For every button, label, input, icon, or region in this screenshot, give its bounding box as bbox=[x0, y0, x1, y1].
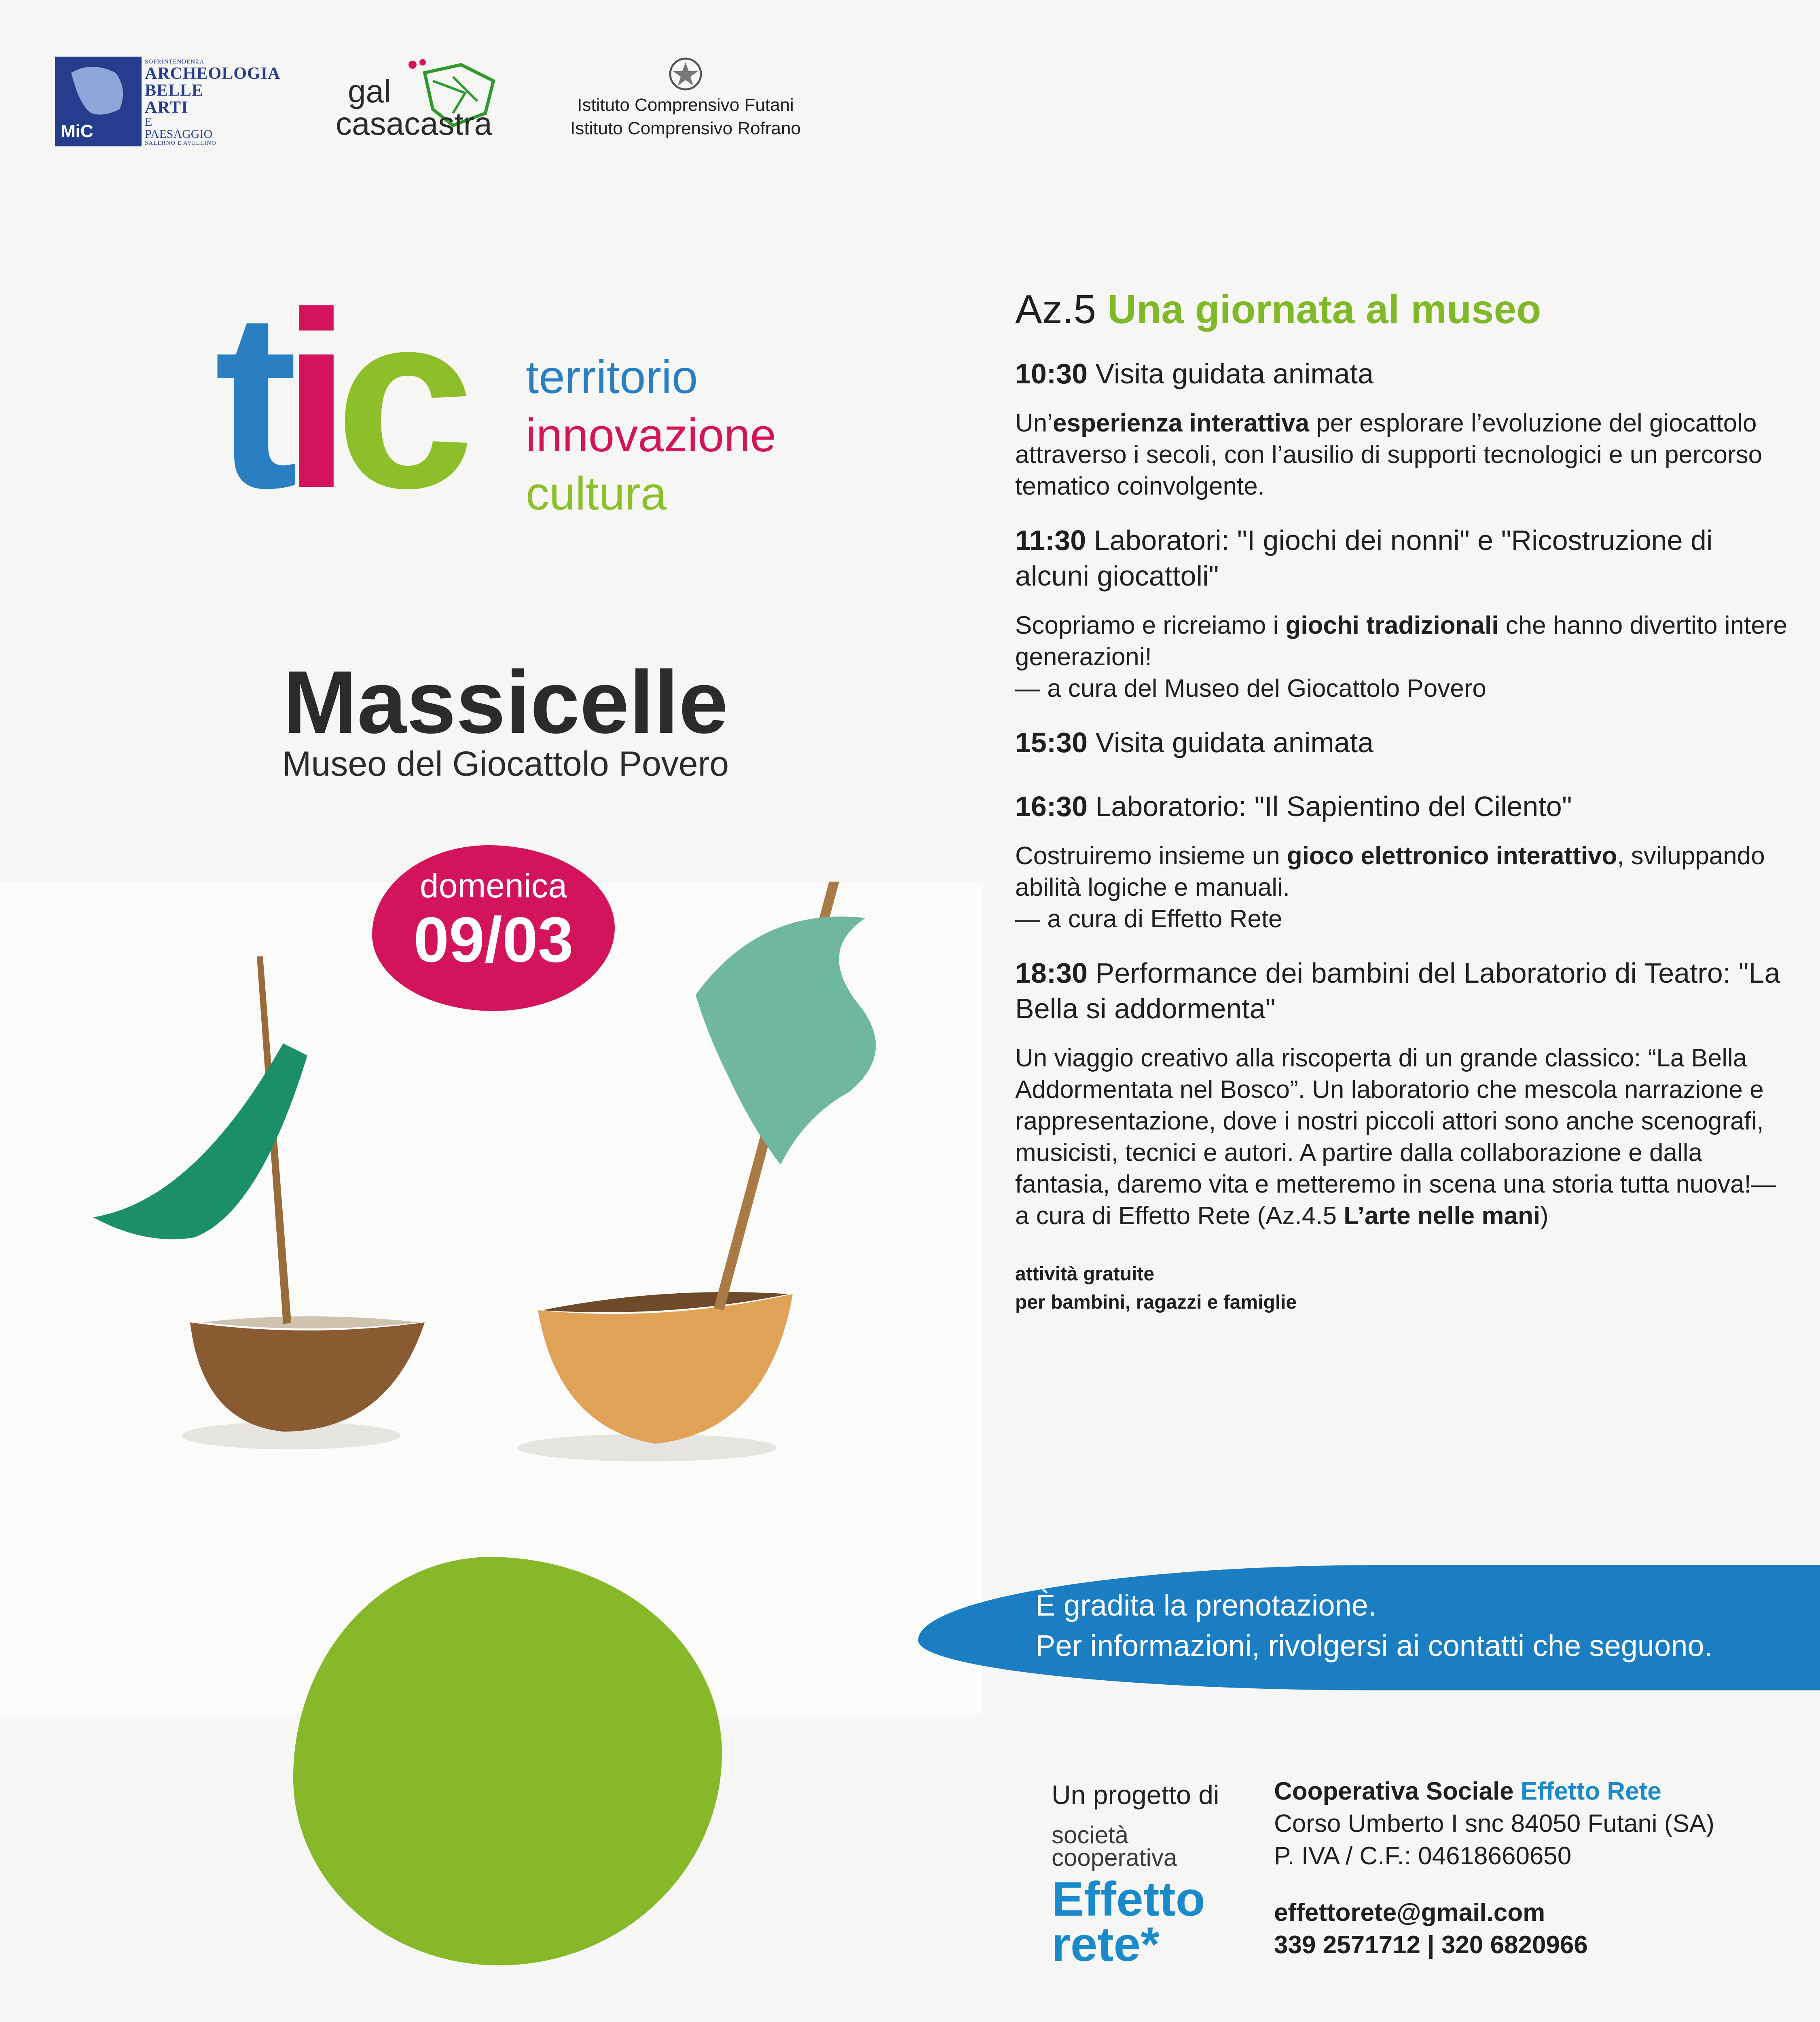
republic-emblem-icon bbox=[668, 57, 703, 91]
place-subtitle: Museo del Giocattolo Povero bbox=[282, 745, 729, 783]
program-title: Una giornata al museo bbox=[1107, 287, 1541, 332]
green-blob bbox=[293, 1557, 722, 1965]
mic-l4: SALERNO E AVELLINO bbox=[145, 140, 216, 146]
date-value: 09/03 bbox=[413, 904, 574, 975]
mic-emblem-icon bbox=[55, 57, 142, 146]
brand-line: rete* bbox=[1052, 1917, 1160, 1971]
mic-logo bbox=[55, 57, 281, 146]
program-heading bbox=[1015, 283, 1792, 336]
desc-bold: esperienza interattiva bbox=[1053, 409, 1310, 437]
item-description bbox=[1015, 610, 1792, 704]
mic-l1: ARCHEOLOGIA bbox=[145, 64, 281, 83]
brand-line: Effetto bbox=[1052, 1872, 1205, 1926]
item-time: 16:30 bbox=[1015, 791, 1088, 822]
date-badge bbox=[372, 845, 615, 1011]
tic-letter-i: i bbox=[281, 260, 335, 540]
program-prefix: Az.5 bbox=[1015, 287, 1096, 332]
desc-part: Un viaggio creativo alla riscoperta di un grande classico: “La Bella Addormentata nel Bosco”. Un laboratorio che mescola narrazione e rappresentazione, dove i nostri piccoli attori sono anche scenografi, musicisti, tecnici e autori. A partire dalla collaborazione e dalla fantasia, daremo vita e metteremo in scena una storia tutta nuova!— a cura di Effetto Rete (Az.4.5 bbox=[1015, 1044, 1776, 1230]
coop-type-line: società bbox=[1052, 1821, 1129, 1849]
desc-part: Scopriamo e ricreiamo i bbox=[1015, 611, 1286, 639]
tagline-cultura: cultura bbox=[526, 467, 667, 520]
tic-letter-t: t bbox=[214, 260, 282, 540]
item-time: 10:30 bbox=[1015, 358, 1088, 389]
desc-part: che hanno divertito intere generazioni! bbox=[1015, 611, 1787, 671]
desc-part: per esplorare l’evoluzione del giocattolo attraverso i secoli, con l’ausilio di supporti tecnologici e un percorso tematico coinvolgente. bbox=[1015, 409, 1763, 500]
date-day: domenica bbox=[419, 867, 567, 905]
coop-piva: P. IVA / C.F.: 04618660650 bbox=[1274, 1842, 1572, 1870]
item-title: Visita guidata animata bbox=[1095, 358, 1373, 389]
place-title: Massicelle bbox=[283, 652, 728, 752]
free-note bbox=[1015, 1260, 1792, 1317]
desc-part: Un’ bbox=[1015, 409, 1053, 437]
gal-logo bbox=[332, 57, 502, 150]
program bbox=[1015, 283, 1792, 1317]
mic-small: SOPRINTENDENZA bbox=[145, 59, 205, 65]
effetto-rete-logo bbox=[1052, 1872, 1205, 1971]
program-item bbox=[1015, 789, 1792, 824]
project-label: Un progetto di bbox=[1052, 1780, 1219, 1810]
booking-line: È gradita la prenotazione. bbox=[1035, 1588, 1377, 1622]
coop-name-a: Cooperativa Sociale bbox=[1274, 1777, 1521, 1805]
gal-word: gal bbox=[348, 73, 391, 109]
item-time: 11:30 bbox=[1015, 525, 1086, 556]
booking-line: Per informazioni, rivolgersi ai contatti che seguono. bbox=[1035, 1629, 1713, 1662]
item-time: 18:30 bbox=[1015, 957, 1088, 989]
coop-name bbox=[1274, 1775, 1714, 1808]
item-time: 15:30 bbox=[1015, 727, 1088, 758]
desc-bold: gioco elettronico interattivo bbox=[1287, 842, 1617, 870]
mic-text bbox=[145, 59, 281, 146]
mic-l3: E PAESAGGIO bbox=[145, 115, 213, 141]
coop-phones[interactable]: 339 2571712 | 320 6820966 bbox=[1274, 1931, 1588, 1959]
casacastra-word: casacastra bbox=[336, 106, 492, 142]
desc-bold: L’arte nelle mani bbox=[1344, 1202, 1541, 1230]
item-description bbox=[1015, 840, 1792, 935]
item-title: Laboratori: "I giochi dei nonni" e "Ricostruzione di alcuni giocattoli" bbox=[1015, 525, 1713, 592]
istituto-futani: Istituto Comprensivo Futani bbox=[577, 95, 794, 115]
item-description bbox=[1015, 408, 1792, 502]
mic-label: MiC bbox=[61, 121, 93, 141]
item-title: Laboratorio: "Il Sapientino del Cilento" bbox=[1095, 791, 1572, 822]
tic-letter-c: c bbox=[335, 260, 459, 540]
tic-logo bbox=[214, 260, 459, 540]
istituti-logo bbox=[558, 57, 813, 150]
coop-email[interactable]: effettorete@gmail.com bbox=[1274, 1899, 1545, 1927]
free-line: attività gratuite bbox=[1015, 1263, 1155, 1285]
item-title: Performance dei bambini del Laboratorio di Teatro: "La Bella si addormenta" bbox=[1015, 957, 1780, 1024]
coop-address: Corso Umberto I snc 84050 Futani (SA) bbox=[1274, 1810, 1714, 1838]
coop-name-b: Effetto Rete bbox=[1520, 1777, 1661, 1805]
program-item bbox=[1015, 725, 1792, 760]
spacer bbox=[1274, 1872, 1714, 1897]
istituto-rofrano: Istituto Comprensivo Rofrano bbox=[570, 118, 801, 138]
desc-part: , sviluppando abilità logiche e manuali. bbox=[1015, 842, 1765, 901]
program-item bbox=[1015, 522, 1792, 594]
tic-tagline bbox=[526, 348, 776, 522]
coop-type bbox=[1052, 1821, 1177, 1871]
booking-text bbox=[1035, 1585, 1712, 1666]
desc-credit: — a cura del Museo del Giocattolo Povero bbox=[1015, 675, 1486, 702]
desc-credit: — a cura di Effetto Rete bbox=[1015, 905, 1282, 933]
desc-bold: giochi tradizionali bbox=[1285, 611, 1499, 639]
item-description bbox=[1015, 1043, 1792, 1232]
program-item bbox=[1015, 356, 1792, 391]
item-title: Visita guidata animata bbox=[1095, 727, 1373, 758]
desc-part: ) bbox=[1540, 1202, 1549, 1230]
free-line: per bambini, ragazzi e famiglie bbox=[1015, 1292, 1297, 1313]
program-item bbox=[1015, 955, 1792, 1026]
tagline-territorio: territorio bbox=[526, 351, 698, 403]
mic-l2: BELLE ARTI bbox=[145, 81, 204, 117]
coop-type-line: cooperativa bbox=[1052, 1844, 1177, 1871]
desc-part: Costruiremo insieme un bbox=[1015, 842, 1287, 870]
tagline-innovazione: innovazione bbox=[526, 409, 777, 461]
contacts bbox=[1274, 1775, 1714, 1961]
